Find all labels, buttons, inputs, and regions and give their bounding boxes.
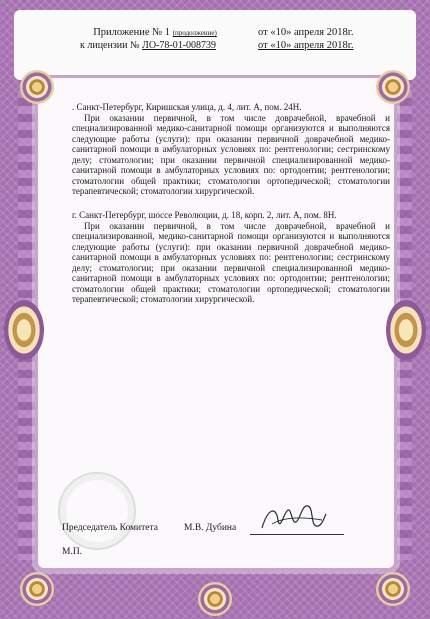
ornament-top-left (20, 70, 54, 104)
address-line: г. Санкт-Петербург, шоссе Революции, д. 18, корп. 2, лит. А, пом. 8Н. (72, 210, 337, 220)
license-label: к лицензии № (80, 39, 140, 51)
date-line-2: от «10» апреля 2018г. (258, 39, 354, 51)
chair-title: Председатель Комитета (62, 523, 158, 533)
address-block-2 (72, 210, 390, 305)
appendix-note: (продолжение) (172, 29, 217, 37)
medallion-right (386, 300, 426, 360)
medallion-left (4, 300, 44, 360)
signature-line (250, 534, 344, 535)
chair-name: М.В. Дубина (184, 523, 237, 533)
date-line-1: от «10» апреля 2018г. (258, 27, 354, 38)
faded-stamp (58, 472, 136, 550)
ornament-bottom-left (20, 572, 54, 606)
ornament-top-right (376, 70, 410, 104)
date-header (258, 28, 388, 53)
ornament-bottom-center (198, 582, 232, 616)
appendix-header (80, 28, 230, 51)
appendix-title: Приложение № 1 (93, 27, 171, 38)
address-line: . Санкт-Петербург, Киришская улица, д. 4, лит. А, пом. 24Н. (72, 102, 302, 112)
stamp-place-label: М.П. (62, 547, 83, 557)
license-number: ЛО-78-01-008739 (142, 39, 217, 51)
address-block-1 (72, 102, 390, 197)
ornament-bottom-right (376, 572, 410, 606)
services-text: При оказании первичной, в том числе доврачебной, врачебной и специализированной, медико-санитарной помощи организуются и выполняются следующие работы (услуги): при оказании первичной доврачебной медико-санитарной помощи в амбулаторных условиях по: рентгенологии; сестринскому делу; стоматологии; при оказании первичной специализированной медико-санитарной помощи в амбулаторных условиях по: ортодонтии; рентгенологии; стоматологии общей практики; стоматологии ортопедической; стоматологии терапевтической; стоматологии хирургической. (72, 220, 390, 304)
services-text: При оказании первичной, в том числе доврачебной, врачебной и специализированной медико-санитарной помощи организуются и выполняются следующие работы (услуги): при оказании первичной доврачебной медико-санитарной помощи в амбулаторных условиях по: рентгенологии; сестринскому делу; стоматологии; при оказании первичной специализированной медико-санитарной помощи в амбулаторных условиях по: ортодонтии; рентгенологии; стоматологии общей практики; стоматологии ортопедической; стоматологии терапевтической; стоматологии хирургической. (72, 112, 390, 196)
